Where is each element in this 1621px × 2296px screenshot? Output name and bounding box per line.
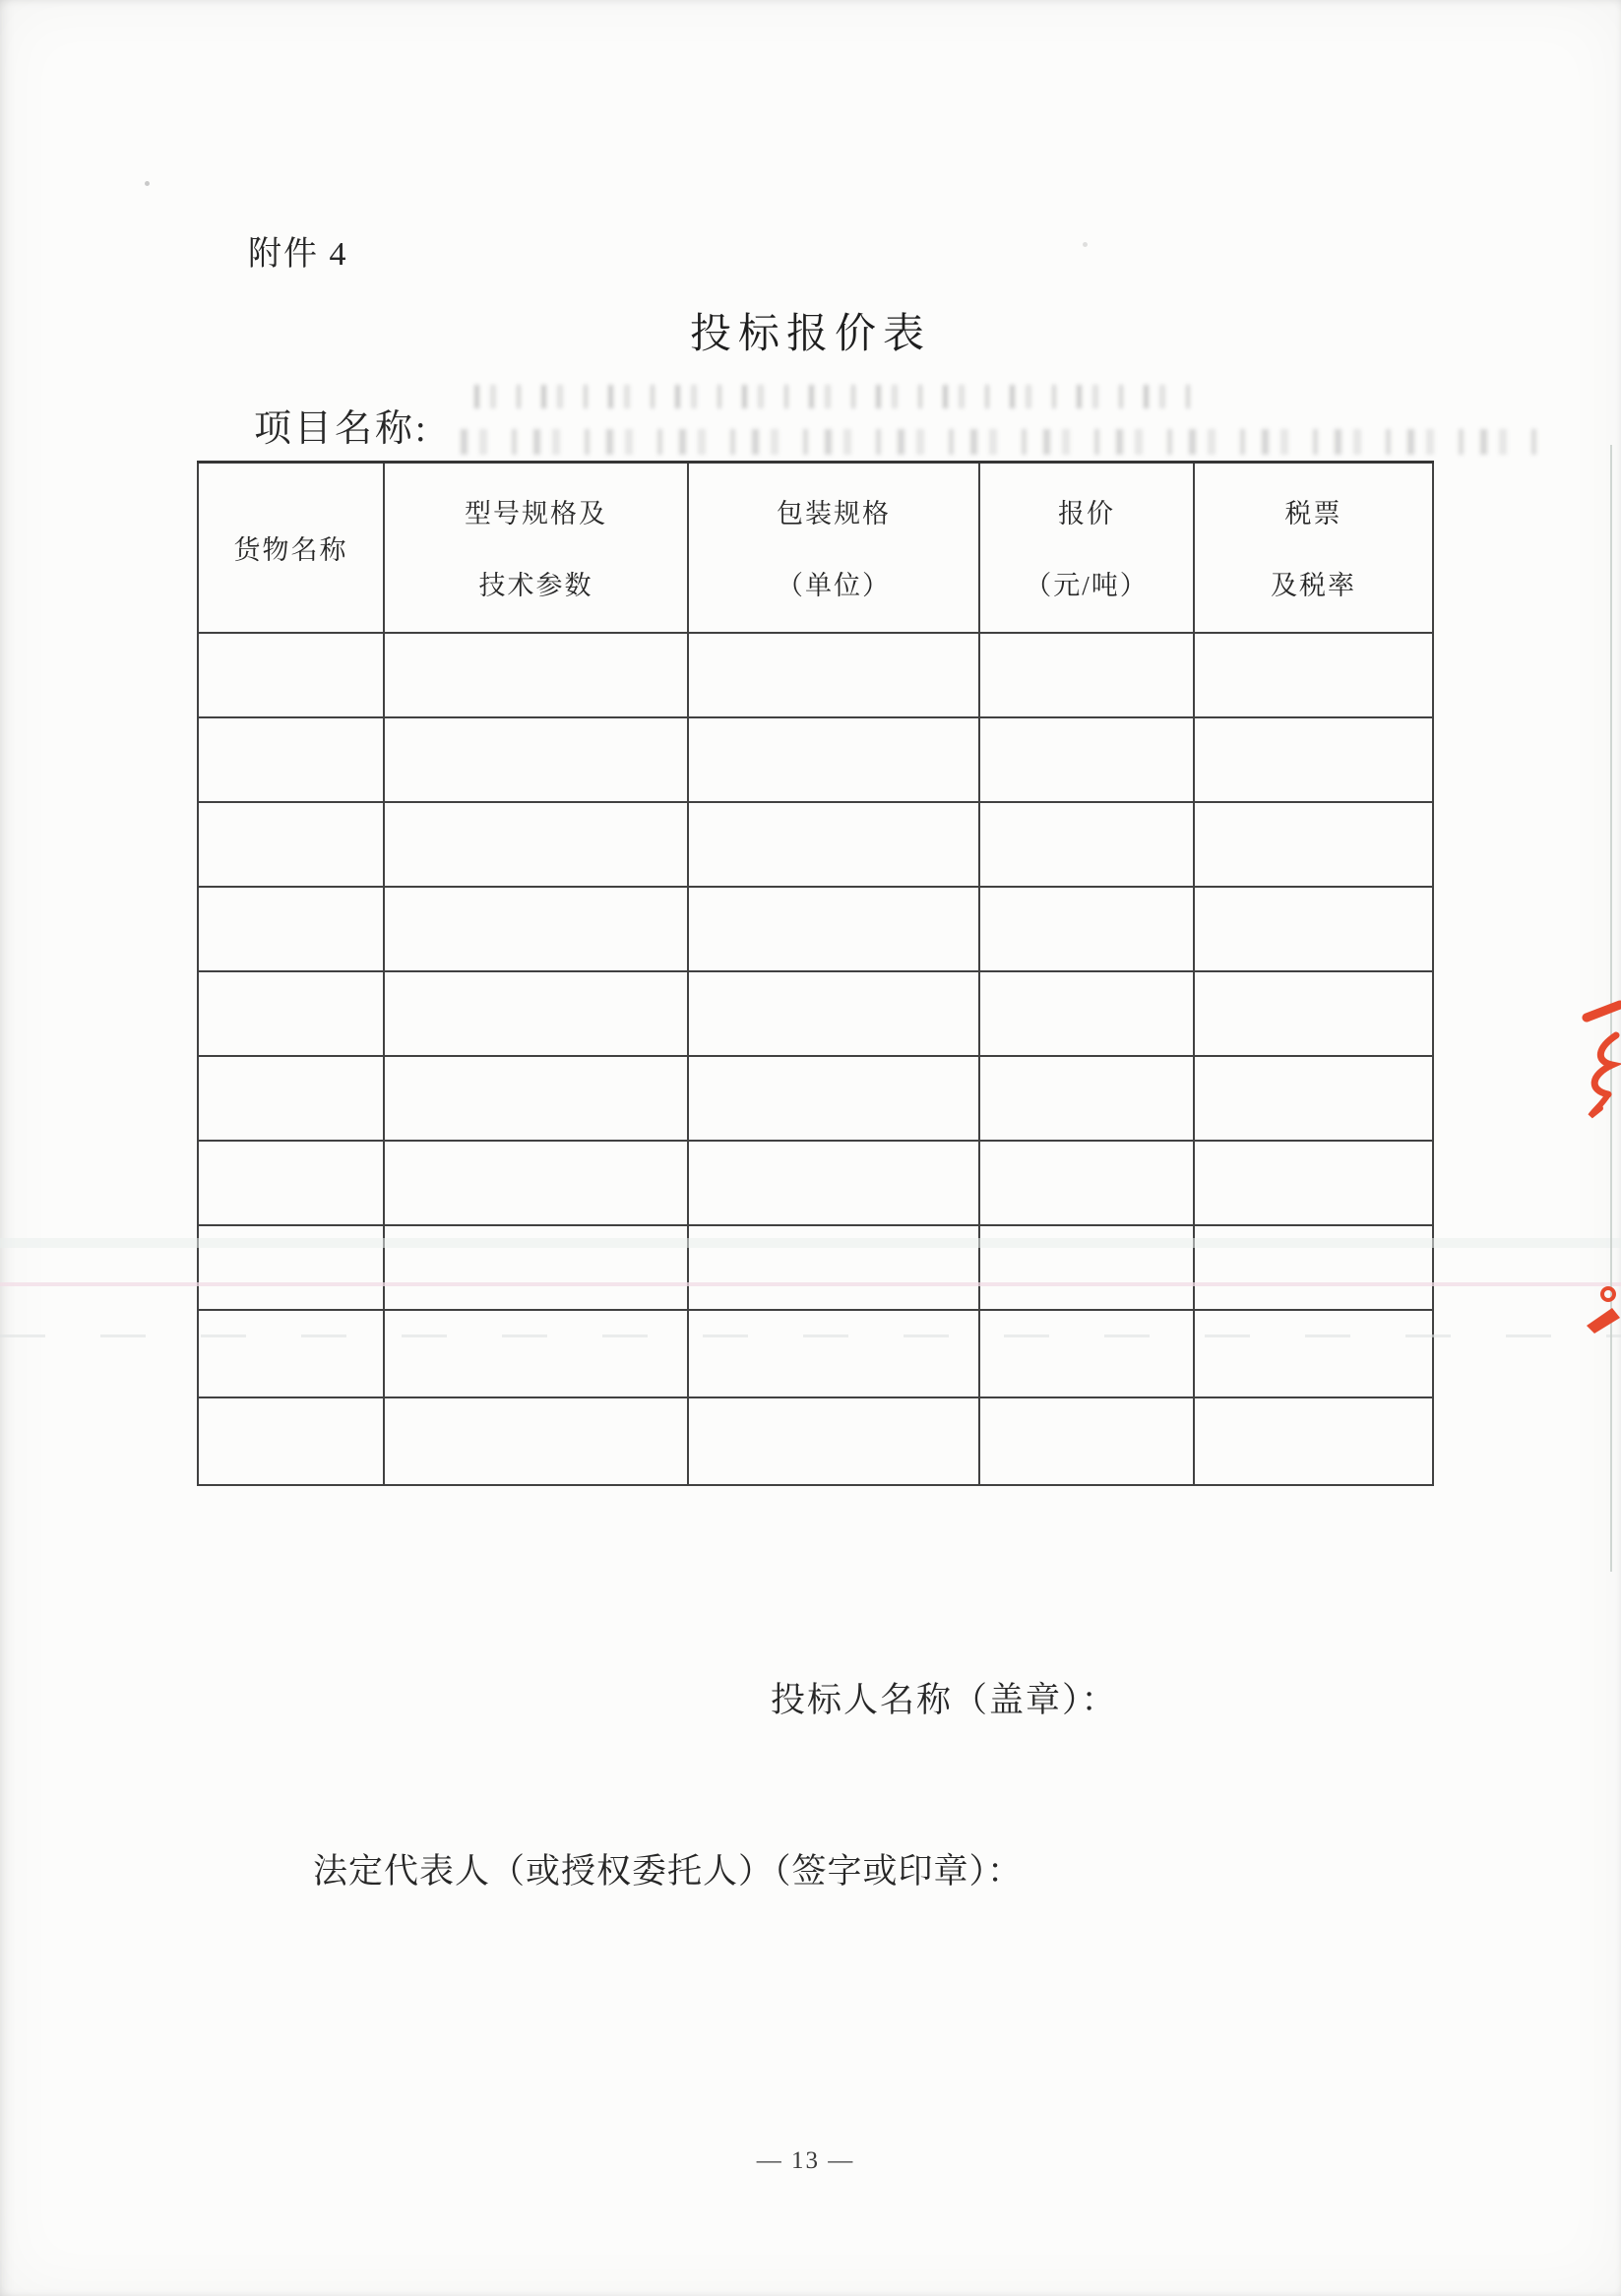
empty-cell xyxy=(198,717,384,802)
empty-cell xyxy=(979,1056,1194,1141)
empty-cell xyxy=(384,633,688,717)
empty-row xyxy=(198,887,1433,971)
empty-cell xyxy=(979,971,1194,1056)
empty-cell xyxy=(1194,971,1433,1056)
header-line: 税票 xyxy=(1284,499,1342,529)
empty-row xyxy=(198,717,1433,802)
header-line: （元/吨） xyxy=(1025,571,1149,601)
header-model-specs xyxy=(384,463,688,633)
empty-cell xyxy=(384,802,688,887)
empty-cell xyxy=(688,971,979,1056)
header-line: 包装规格 xyxy=(777,499,891,529)
empty-cell xyxy=(198,1141,384,1225)
bidder-name-seal-line: 投标人名称（盖章）： xyxy=(771,1681,1118,1719)
empty-cell xyxy=(198,1056,384,1141)
header-line: 报价 xyxy=(1058,499,1115,529)
empty-cell xyxy=(688,1310,979,1397)
empty-cell xyxy=(198,887,384,971)
page-edge-line-artifact xyxy=(1610,445,1612,1572)
empty-cell xyxy=(198,633,384,717)
empty-cell xyxy=(1194,1141,1433,1225)
bleed-through-artifact xyxy=(474,385,1205,408)
empty-row xyxy=(198,1310,1433,1397)
bleed-through-artifact xyxy=(461,429,1548,455)
empty-cell xyxy=(384,717,688,802)
empty-cell xyxy=(688,887,979,971)
empty-cell xyxy=(688,1397,979,1485)
empty-cell xyxy=(198,802,384,887)
header-row xyxy=(198,463,1433,633)
header-tax-rate xyxy=(1194,463,1433,633)
empty-cell xyxy=(1194,717,1433,802)
scan-streak-artifact xyxy=(0,1334,1621,1337)
empty-cell xyxy=(979,802,1194,887)
header-line: 及税率 xyxy=(1271,571,1356,601)
empty-cell xyxy=(384,1397,688,1485)
empty-cell xyxy=(198,1397,384,1485)
header-line: 货物名称 xyxy=(233,534,348,565)
empty-cell xyxy=(384,1310,688,1397)
header-packaging-spec xyxy=(688,463,979,633)
empty-row xyxy=(198,1141,1433,1225)
scan-streak-artifact xyxy=(0,1238,1621,1248)
quotation-table xyxy=(197,461,1434,1486)
empty-cell xyxy=(688,802,979,887)
empty-row xyxy=(198,1397,1433,1485)
header-line: 技术参数 xyxy=(478,571,593,601)
empty-row xyxy=(198,802,1433,887)
page-number: — 13 — xyxy=(756,2147,855,2174)
table-body xyxy=(198,633,1433,1485)
empty-cell xyxy=(979,1310,1194,1397)
empty-cell xyxy=(1194,887,1433,971)
project-name-label: 项目名称: xyxy=(254,408,429,450)
empty-cell xyxy=(384,1056,688,1141)
empty-cell xyxy=(198,1310,384,1397)
legal-representative-line: 法定代表人（或授权委托人）（签字或印章）： xyxy=(313,1852,1024,1891)
page-title: 投标报价表 xyxy=(689,312,931,357)
empty-cell xyxy=(384,1141,688,1225)
empty-cell xyxy=(979,887,1194,971)
empty-cell xyxy=(1194,802,1433,887)
empty-row xyxy=(198,633,1433,717)
empty-cell xyxy=(1194,1397,1433,1485)
scan-speck xyxy=(145,181,150,186)
empty-row xyxy=(198,971,1433,1056)
empty-cell xyxy=(198,971,384,1056)
empty-cell xyxy=(1194,1310,1433,1397)
header-line: （单位） xyxy=(777,571,891,601)
scan-speck xyxy=(1083,242,1088,247)
empty-cell xyxy=(688,717,979,802)
attachment-label: 附件 4 xyxy=(248,236,348,273)
empty-cell xyxy=(688,633,979,717)
empty-cell xyxy=(688,1056,979,1141)
empty-cell xyxy=(384,971,688,1056)
red-ink-mark xyxy=(1577,998,1621,1124)
red-ink-mark xyxy=(1585,1284,1621,1335)
empty-cell xyxy=(979,717,1194,802)
empty-row xyxy=(198,1056,1433,1141)
header-goods-name xyxy=(198,463,384,633)
empty-cell xyxy=(979,633,1194,717)
empty-cell xyxy=(1194,1056,1433,1141)
scan-streak-artifact xyxy=(0,1282,1621,1286)
empty-cell xyxy=(688,1141,979,1225)
header-quotation xyxy=(979,463,1194,633)
empty-cell xyxy=(384,887,688,971)
empty-cell xyxy=(1194,633,1433,717)
empty-cell xyxy=(979,1141,1194,1225)
header-line: 型号规格及 xyxy=(465,499,607,529)
empty-cell xyxy=(979,1397,1194,1485)
